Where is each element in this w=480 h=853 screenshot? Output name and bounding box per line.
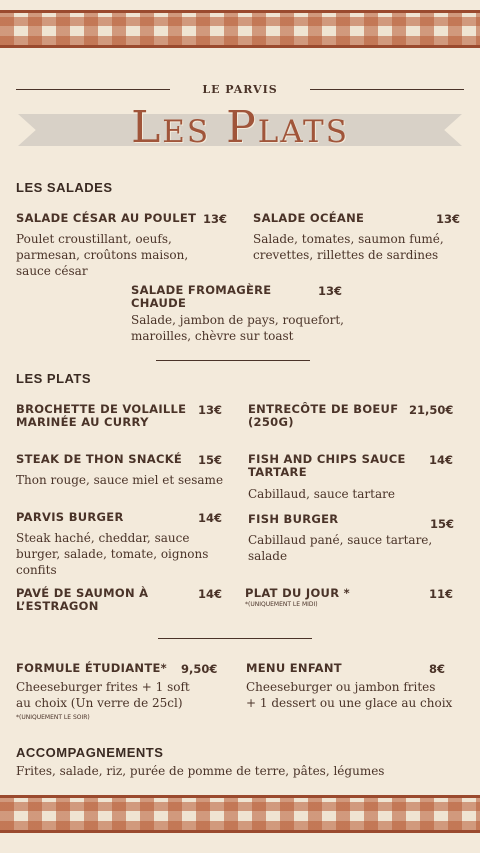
item-name: FORMULE ÉTUDIANTE* (16, 661, 167, 675)
divider-right (310, 89, 464, 90)
item-price: 13€ (318, 284, 343, 298)
section-divider (158, 638, 312, 639)
item-description: Cheeseburger ou jambon frites + 1 dessert ou une glace au choix (246, 680, 453, 710)
item-name: ENTRECÔTE DE BOEUF (250G) (248, 402, 399, 429)
item-price: 21,50€ (409, 403, 454, 417)
item-name: BROCHETTE DE VOLAILLE MARINÉE AU CURRY (16, 402, 187, 429)
item-price: 11€ (429, 587, 454, 601)
item-price: 15€ (198, 453, 223, 467)
page-title: Les Plats (131, 102, 349, 153)
item-name: SALADE FROMAGÈRE CHAUDE (131, 283, 272, 310)
item-price: 13€ (436, 212, 461, 226)
item-name: PARVIS BURGER (16, 510, 124, 524)
item-name: FISH AND CHIPS SAUCE TARTARE (248, 452, 406, 479)
item-description: Thon rouge, sauce miel et sesame (16, 473, 224, 487)
item-note: *(UNIQUEMENT LE MIDI) (245, 601, 318, 608)
item-description: Steak haché, cheddar, sauce burger, salade, tomate, oignons confits (16, 531, 209, 577)
section-heading-salades: LES SALADES (16, 180, 113, 195)
item-name: MENU ENFANT (246, 661, 342, 675)
item-description: Salade, jambon de pays, roquefort, maroilles, chèvre sur toast (131, 313, 344, 343)
section-heading-accompagnements: ACCOMPAGNEMENTS (16, 745, 164, 760)
item-price: 15€ (430, 517, 455, 531)
item-description: Cabillaud, sauce tartare (248, 487, 395, 501)
item-price: 14€ (198, 587, 223, 601)
gingham-border-bottom (0, 795, 480, 833)
item-price: 14€ (429, 453, 454, 467)
section-divider (156, 360, 310, 361)
gingham-border-top (0, 10, 480, 48)
item-description: Cheeseburger frites + 1 soft au choix (Un verre de 25cl) (16, 680, 190, 710)
item-description: Poulet croustillant, oeufs, parmesan, croûtons maison, sauce césar (16, 232, 189, 278)
item-price: 8€ (429, 662, 446, 676)
item-price: 13€ (203, 212, 228, 226)
item-note: *(UNIQUEMENT LE SOIR) (16, 714, 90, 721)
restaurant-name: LE PARVIS (202, 83, 278, 96)
item-name: SALADE OCÉANE (253, 211, 365, 225)
item-description: Cabillaud pané, sauce tartare, salade (248, 533, 433, 563)
item-name: FISH BURGER (248, 512, 339, 526)
item-price: 13€ (198, 403, 223, 417)
section-heading-plats: LES PLATS (16, 371, 92, 386)
item-price: 9,50€ (181, 662, 218, 676)
item-description: Frites, salade, riz, purée de pomme de terre, pâtes, légumes (16, 764, 385, 778)
item-name: STEAK DE THON SNACKÉ (16, 452, 183, 466)
item-name: PAVÉ DE SAUMON À L’ESTRAGON (16, 586, 149, 613)
item-name: PLAT DU JOUR * (245, 586, 350, 600)
item-description: Salade, tomates, saumon fumé, crevettes, rillettes de sardines (253, 232, 444, 262)
item-name: SALADE CÉSAR AU POULET (16, 211, 197, 225)
item-price: 14€ (198, 511, 223, 525)
